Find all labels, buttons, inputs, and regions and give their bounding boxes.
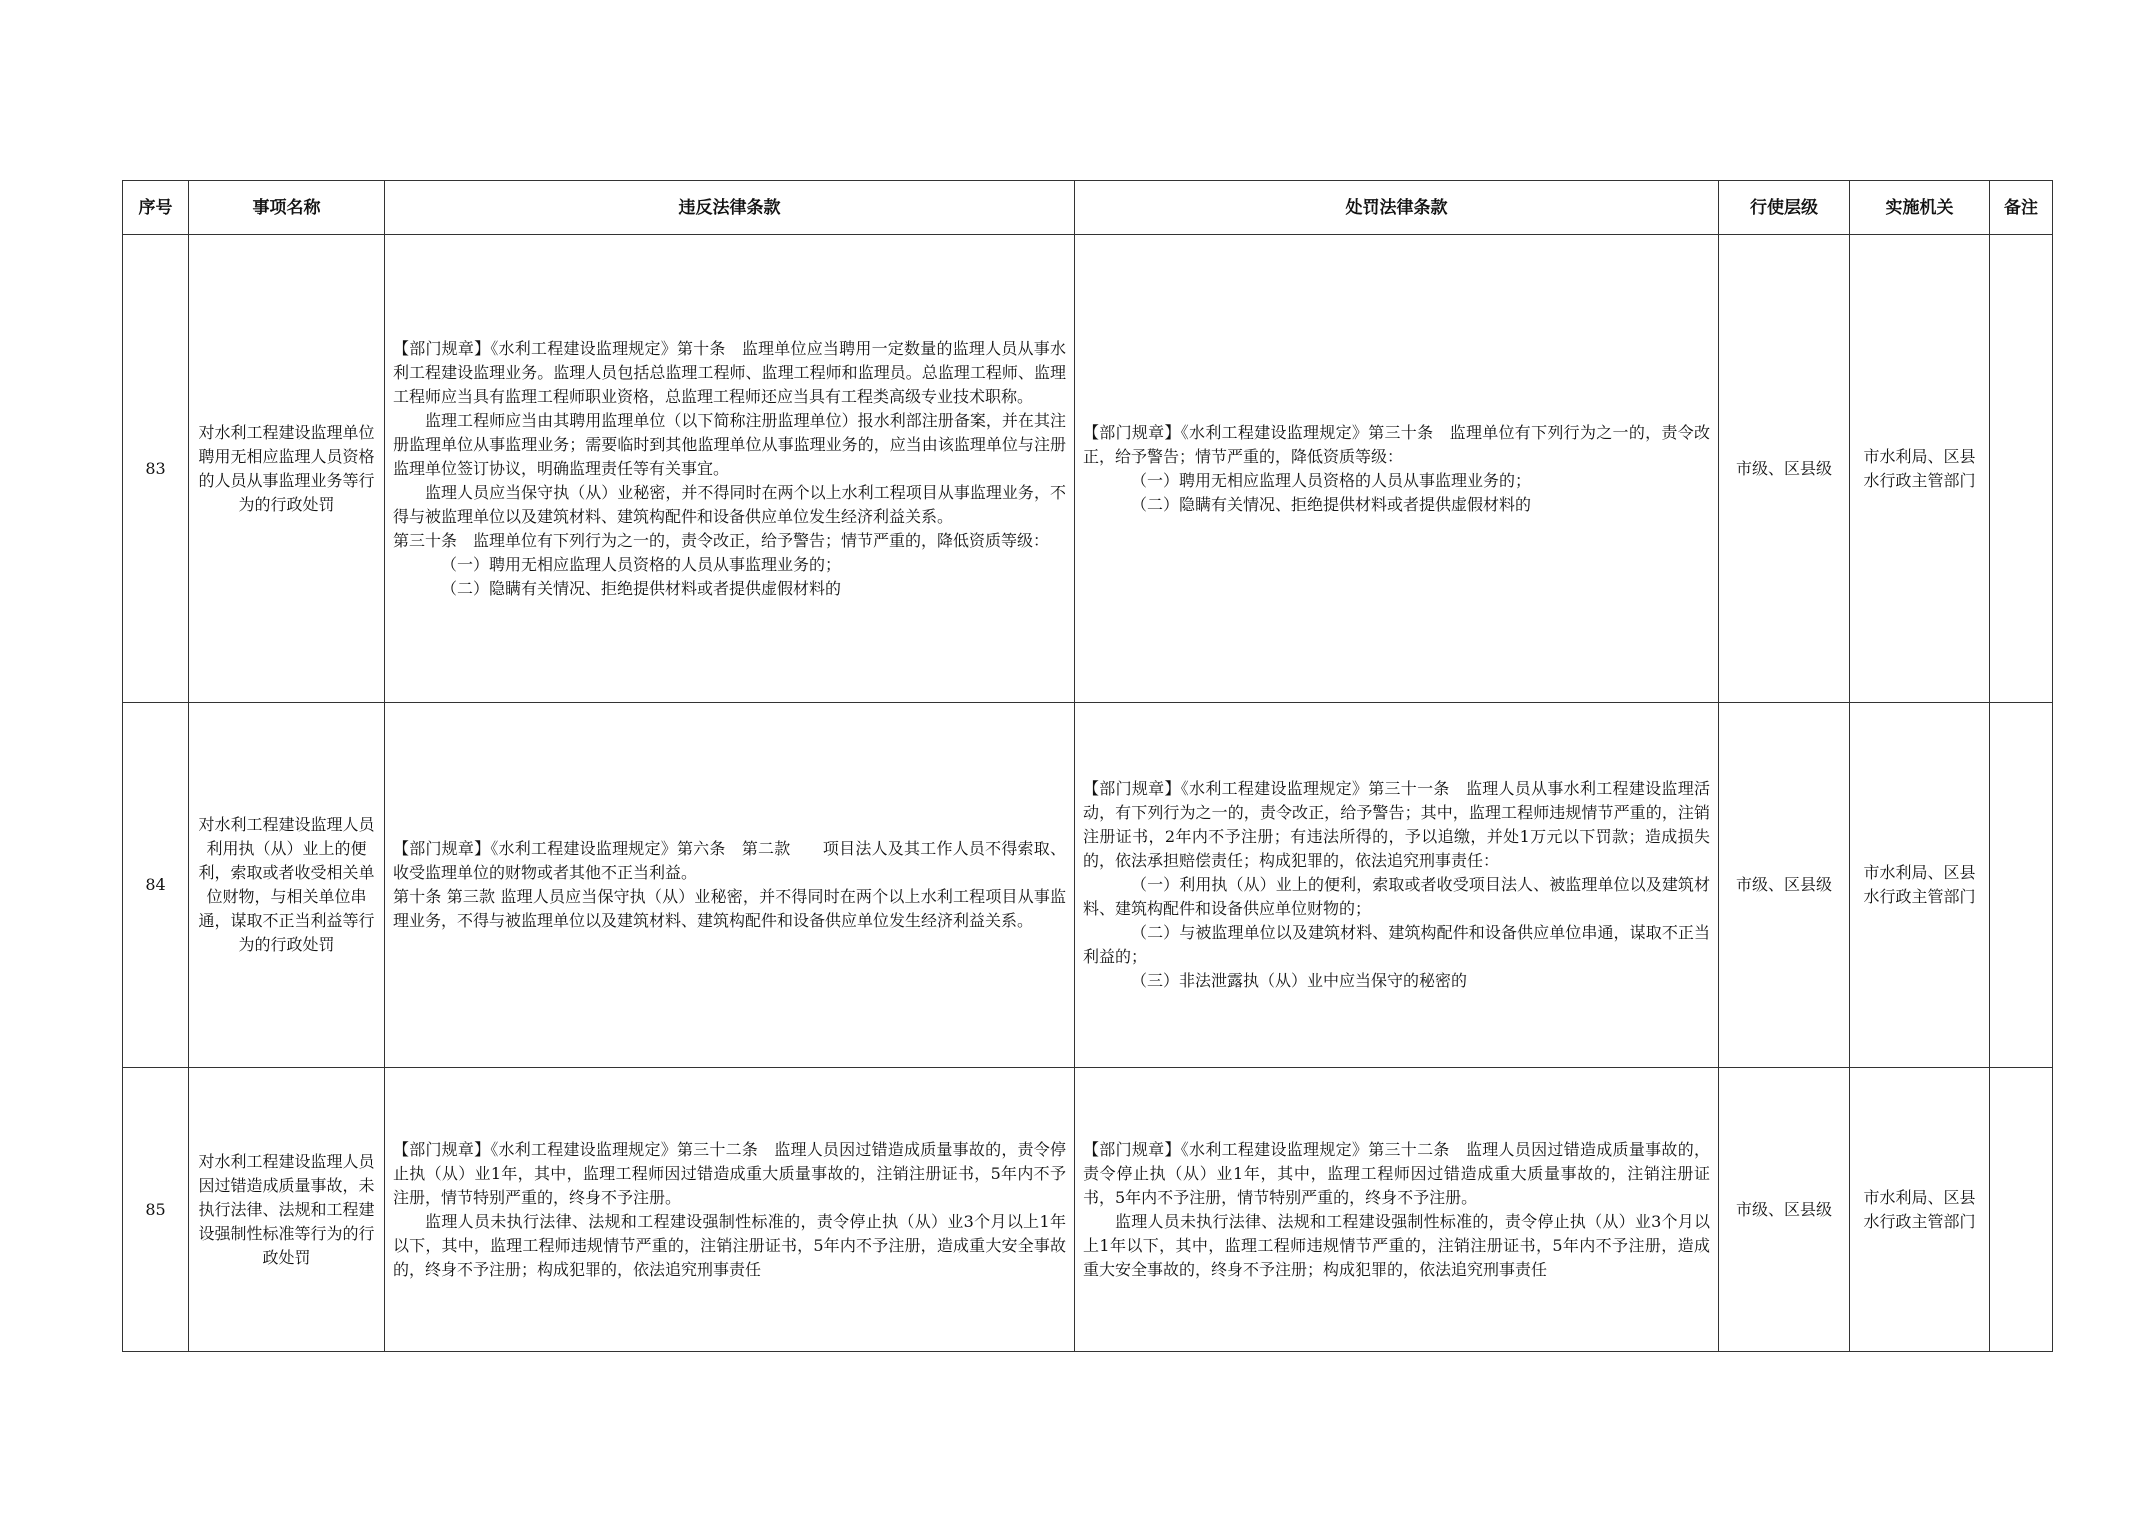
table-row xyxy=(123,235,2053,703)
clause-paragraph: （二）与被监理单位以及建筑材料、建筑构配件和设备供应单位串通，谋取不正当利益的； xyxy=(1083,923,1710,966)
row-violation-clause xyxy=(385,235,1075,703)
header-violation: 违反法律条款 xyxy=(385,181,1075,235)
clause-paragraph: 第十条 第三款 监理人员应当保守执（从）业秘密，并不得同时在两个以上水利工程项目从事监理业务，不得与被监理单位以及建筑材料、建筑构配件和设备供应单位发生经济利益关系。 xyxy=(393,887,1066,930)
header-penalty: 处罚法律条款 xyxy=(1075,181,1719,235)
row-index: 85 xyxy=(123,1068,189,1352)
clause-paragraph: 监理人员未执行法律、法规和工程建设强制性标准的，责令停止执（从）业3个月以上1年以下，其中，监理工程师违规情节严重的，注销注册证书，5年内不予注册，造成重大安全事故的，终身不予注册；构成犯罪的，依法追究刑事责任 xyxy=(393,1211,1066,1279)
header-note: 备注 xyxy=(1990,181,2053,235)
row-index: 84 xyxy=(123,703,189,1068)
header-name: 事项名称 xyxy=(189,181,385,235)
header-agency: 实施机关 xyxy=(1850,181,1990,235)
clause-paragraph: 监理人员未执行法律、法规和工程建设强制性标准的，责令停止执（从）业3个月以上1年以下，其中，监理工程师违规情节严重的，注销注册证书，5年内不予注册，造成重大安全事故的，终身不予注册；构成犯罪的，依法追究刑事责任 xyxy=(1083,1211,1710,1279)
table-row xyxy=(123,1068,2053,1352)
row-item-name: 对水利工程建设监理单位聘用无相应监理人员资格的人员从事监理业务等行为的行政处罚 xyxy=(189,235,385,703)
row-note xyxy=(1990,1068,2053,1352)
row-level: 市级、区县级 xyxy=(1719,1068,1850,1352)
clause-paragraph: （一）聘用无相应监理人员资格的人员从事监理业务的； xyxy=(1131,470,1532,490)
clause-paragraph: 第三十条 监理单位有下列行为之一的，责令改正，给予警告；情节严重的，降低资质等级： xyxy=(393,530,1050,550)
clause-paragraph: （一）利用执（从）业上的便利，索取或者收受项目法人、被监理单位以及建筑材料、建筑构配件和设备供应单位财物的； xyxy=(1083,875,1710,918)
clause-paragraph: 【部门规章】《水利工程建设监理规定》第三十二条 监理人员因过错造成质量事故的，责令停止执（从）业1年，其中，监理工程师因过错造成重大质量事故的，注销注册证书，5年内不予注册，情节特别严重的，终身不予注册。 xyxy=(1083,1139,1710,1207)
clause-paragraph: 【部门规章】《水利工程建设监理规定》第三十二条 监理人员因过错造成质量事故的，责令停止执（从）业1年，其中，监理工程师因过错造成重大质量事故的，注销注册证书，5年内不予注册，情节特别严重的，终身不予注册。 xyxy=(393,1139,1066,1207)
clause-paragraph: （二）隐瞒有关情况、拒绝提供材料或者提供虚假材料的 xyxy=(441,578,842,598)
clause-paragraph: 【部门规章】《水利工程建设监理规定》第三十条 监理单位有下列行为之一的，责令改正，给予警告；情节严重的，降低资质等级： xyxy=(1083,422,1710,466)
row-item-name: 对水利工程建设监理人员因过错造成质量事故，未执行法律、法规和工程建设强制性标准等行为的行政处罚 xyxy=(189,1068,385,1352)
clause-paragraph: （三）非法泄露执（从）业中应当保守的秘密的 xyxy=(1131,971,1468,990)
header-row xyxy=(123,181,2053,235)
row-note xyxy=(1990,235,2053,703)
table-row xyxy=(123,703,2053,1068)
clause-paragraph: （二）隐瞒有关情况、拒绝提供材料或者提供虚假材料的 xyxy=(1131,494,1532,514)
clause-paragraph: 【部门规章】《水利工程建设监理规定》第六条 第二款 项目法人及其工作人员不得索取、收受监理单位的财物或者其他不正当利益。 xyxy=(393,839,1066,882)
row-level: 市级、区县级 xyxy=(1719,703,1850,1068)
clause-paragraph: 监理人员应当保守执（从）业秘密，并不得同时在两个以上水利工程项目从事监理业务，不得与被监理单位以及建筑材料、建筑构配件和设备供应单位发生经济利益关系。 xyxy=(393,482,1066,526)
row-agency: 市水利局、区县水行政主管部门 xyxy=(1850,235,1990,703)
row-item-name: 对水利工程建设监理人员利用执（从）业上的便利，索取或者收受相关单位财物，与相关单位串通，谋取不正当利益等行为的行政处罚 xyxy=(189,703,385,1068)
row-agency: 市水利局、区县水行政主管部门 xyxy=(1850,1068,1990,1352)
header-level: 行使层级 xyxy=(1719,181,1850,235)
clause-paragraph: 【部门规章】《水利工程建设监理规定》第三十一条 监理人员从事水利工程建设监理活动，有下列行为之一的，责令改正，给予警告；其中，监理工程师违规情节严重的，注销注册证书，2年内不予注册；有违法所得的，予以追缴，并处1万元以下罚款；造成损失的，依法承担赔偿责任；构成犯罪的，依法追究刑事责任： xyxy=(1083,779,1710,870)
clause-paragraph: 监理工程师应当由其聘用监理单位（以下简称注册监理单位）报水利部注册备案，并在其注册监理单位从事监理业务；需要临时到其他监理单位从事监理业务的，应当由该监理单位与注册监理单位签订协议，明确监理责任等有关事宜。 xyxy=(393,410,1066,478)
row-index: 83 xyxy=(123,235,189,703)
row-penalty-clause xyxy=(1075,235,1719,703)
row-penalty-clause xyxy=(1075,703,1719,1068)
enforcement-table xyxy=(122,180,2053,1352)
row-level: 市级、区县级 xyxy=(1719,235,1850,703)
clause-paragraph: （一）聘用无相应监理人员资格的人员从事监理业务的； xyxy=(441,554,842,574)
row-agency: 市水利局、区县水行政主管部门 xyxy=(1850,703,1990,1068)
row-note xyxy=(1990,703,2053,1068)
row-violation-clause xyxy=(385,703,1075,1068)
clause-paragraph: 【部门规章】《水利工程建设监理规定》第十条 监理单位应当聘用一定数量的监理人员从事水利工程建设监理业务。监理人员包括总监理工程师、监理工程师和监理员。总监理工程师、监理工程师应当具有监理工程师职业资格，总监理工程师还应当具有工程类高级专业技术职称。 xyxy=(393,338,1066,406)
row-violation-clause xyxy=(385,1068,1075,1352)
row-penalty-clause xyxy=(1075,1068,1719,1352)
header-index: 序号 xyxy=(123,181,189,235)
